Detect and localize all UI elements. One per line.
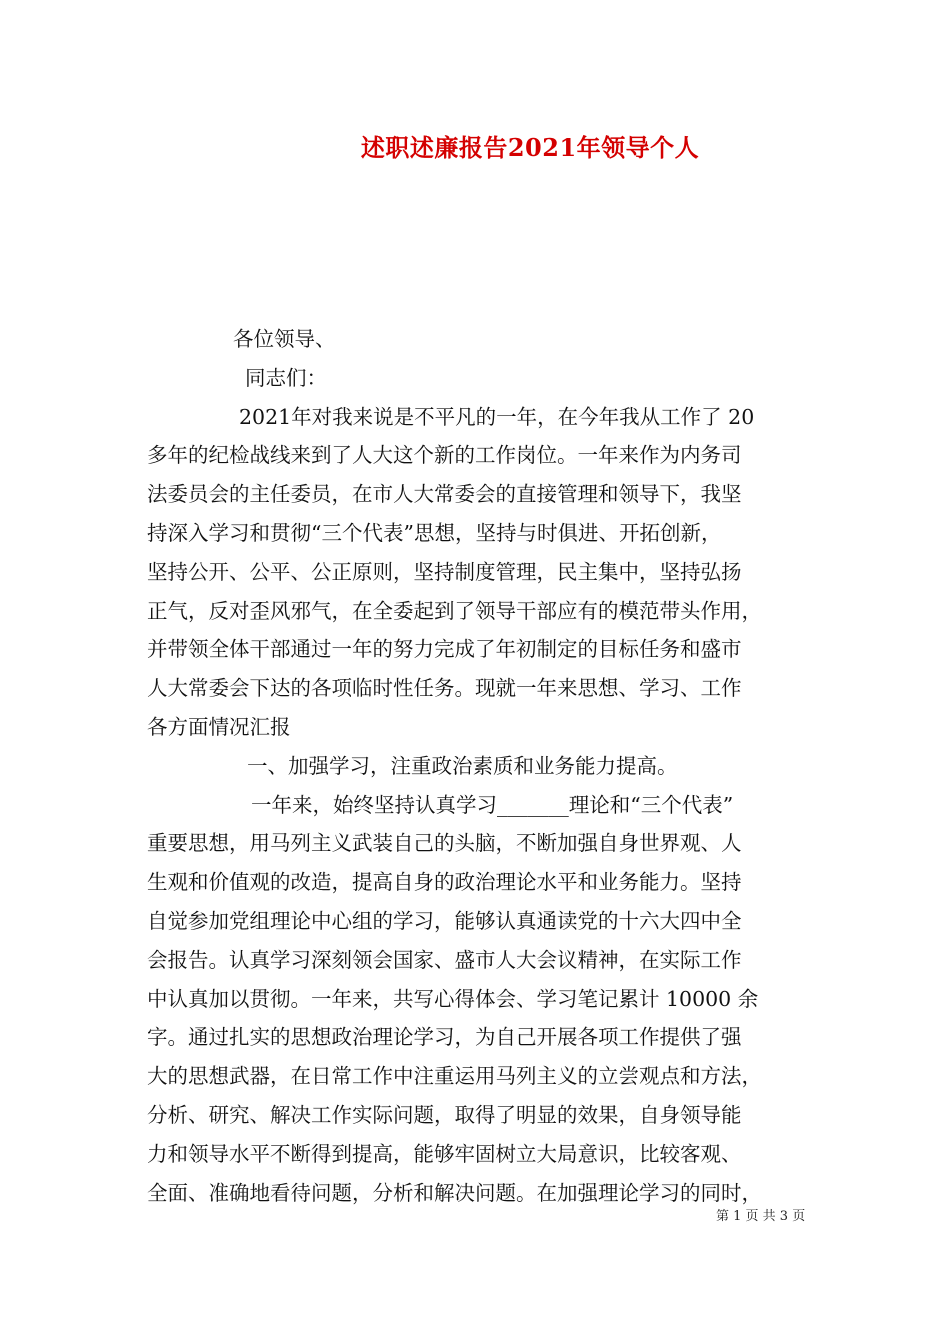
section-heading: 一、加强学习，注重政治素质和业务能力提高。 [247, 753, 678, 778]
paragraph-line: 正气，反对歪风邪气，在全委起到了领导干部应有的模范带头作用， [147, 598, 762, 623]
paragraph-line: 持深入学习和贯彻“三个代表”思想，坚持与时俱进、开拓创新， [147, 520, 722, 545]
paragraph-line: 全面、准确地看待问题，分析和解决问题。在加强理论学习的同时， [147, 1180, 762, 1205]
paragraph-line: 各方面情况汇报 [147, 714, 291, 739]
paragraph-line: 2021年对我来说是不平凡的一年，在今年我从工作了 20 [239, 404, 755, 429]
paragraph-line: 中认真加以贯彻。一年来，共写心得体会、学习笔记累计 10000 余 [147, 986, 759, 1011]
paragraph-line: 并带领全体干部通过一年的努力完成了年初制定的目标任务和盛市 [147, 637, 742, 662]
paragraph-line: 重要思想，用马列主义武装自己的头脑，不断加强自身世界观、人 [147, 831, 742, 856]
document-title: 述职述廉报告2021年领导个人 [360, 133, 700, 162]
paragraph-line: 自觉参加党组理论中心组的学习，能够认真通读党的十六大四中全 [147, 908, 742, 933]
paragraph-line: 大的思想武器，在日常工作中注重运用马列主义的立尝观点和方法， [147, 1064, 762, 1089]
page-footer: 第 1 页 共 3 页 [716, 1209, 806, 1224]
salutation-comrades: 同志们： [245, 365, 327, 390]
document-body [147, 320, 807, 1212]
paragraph-line: 力和领导水平不断得到提高，能够牢固树立大局意识，比较客观、 [147, 1141, 742, 1166]
paragraph-line: 字。通过扎实的思想政治理论学习，为自己开展各项工作提供了强 [147, 1025, 742, 1050]
paragraph-line: 分析、研究、解决工作实际问题，取得了明显的效果，自身领导能 [147, 1102, 742, 1127]
paragraph-line: 多年的纪检战线来到了人大这个新的工作岗位。一年来作为内务司 [147, 443, 742, 468]
paragraph-line: 会报告。认真学习深刻领会国家、盛市人大会议精神，在实际工作 [147, 947, 742, 972]
paragraph-line: 坚持公开、公平、公正原则，坚持制度管理，民主集中，坚持弘扬 [147, 559, 742, 584]
paragraph-line: 生观和价值观的改造，提高自身的政治理论水平和业务能力。坚持 [147, 870, 742, 895]
paragraph-line: 人大常委会下达的各项临时性任务。现就一年来思想、学习、工作 [147, 676, 742, 701]
paragraph-line: 法委员会的主任委员，在市人大常委会的直接管理和领导下，我坚 [147, 482, 742, 507]
salutation-leaders: 各位领导、 [233, 327, 336, 351]
paragraph-line: 一年来，始终坚持认真学习_______理论和“三个代表” [251, 792, 734, 817]
